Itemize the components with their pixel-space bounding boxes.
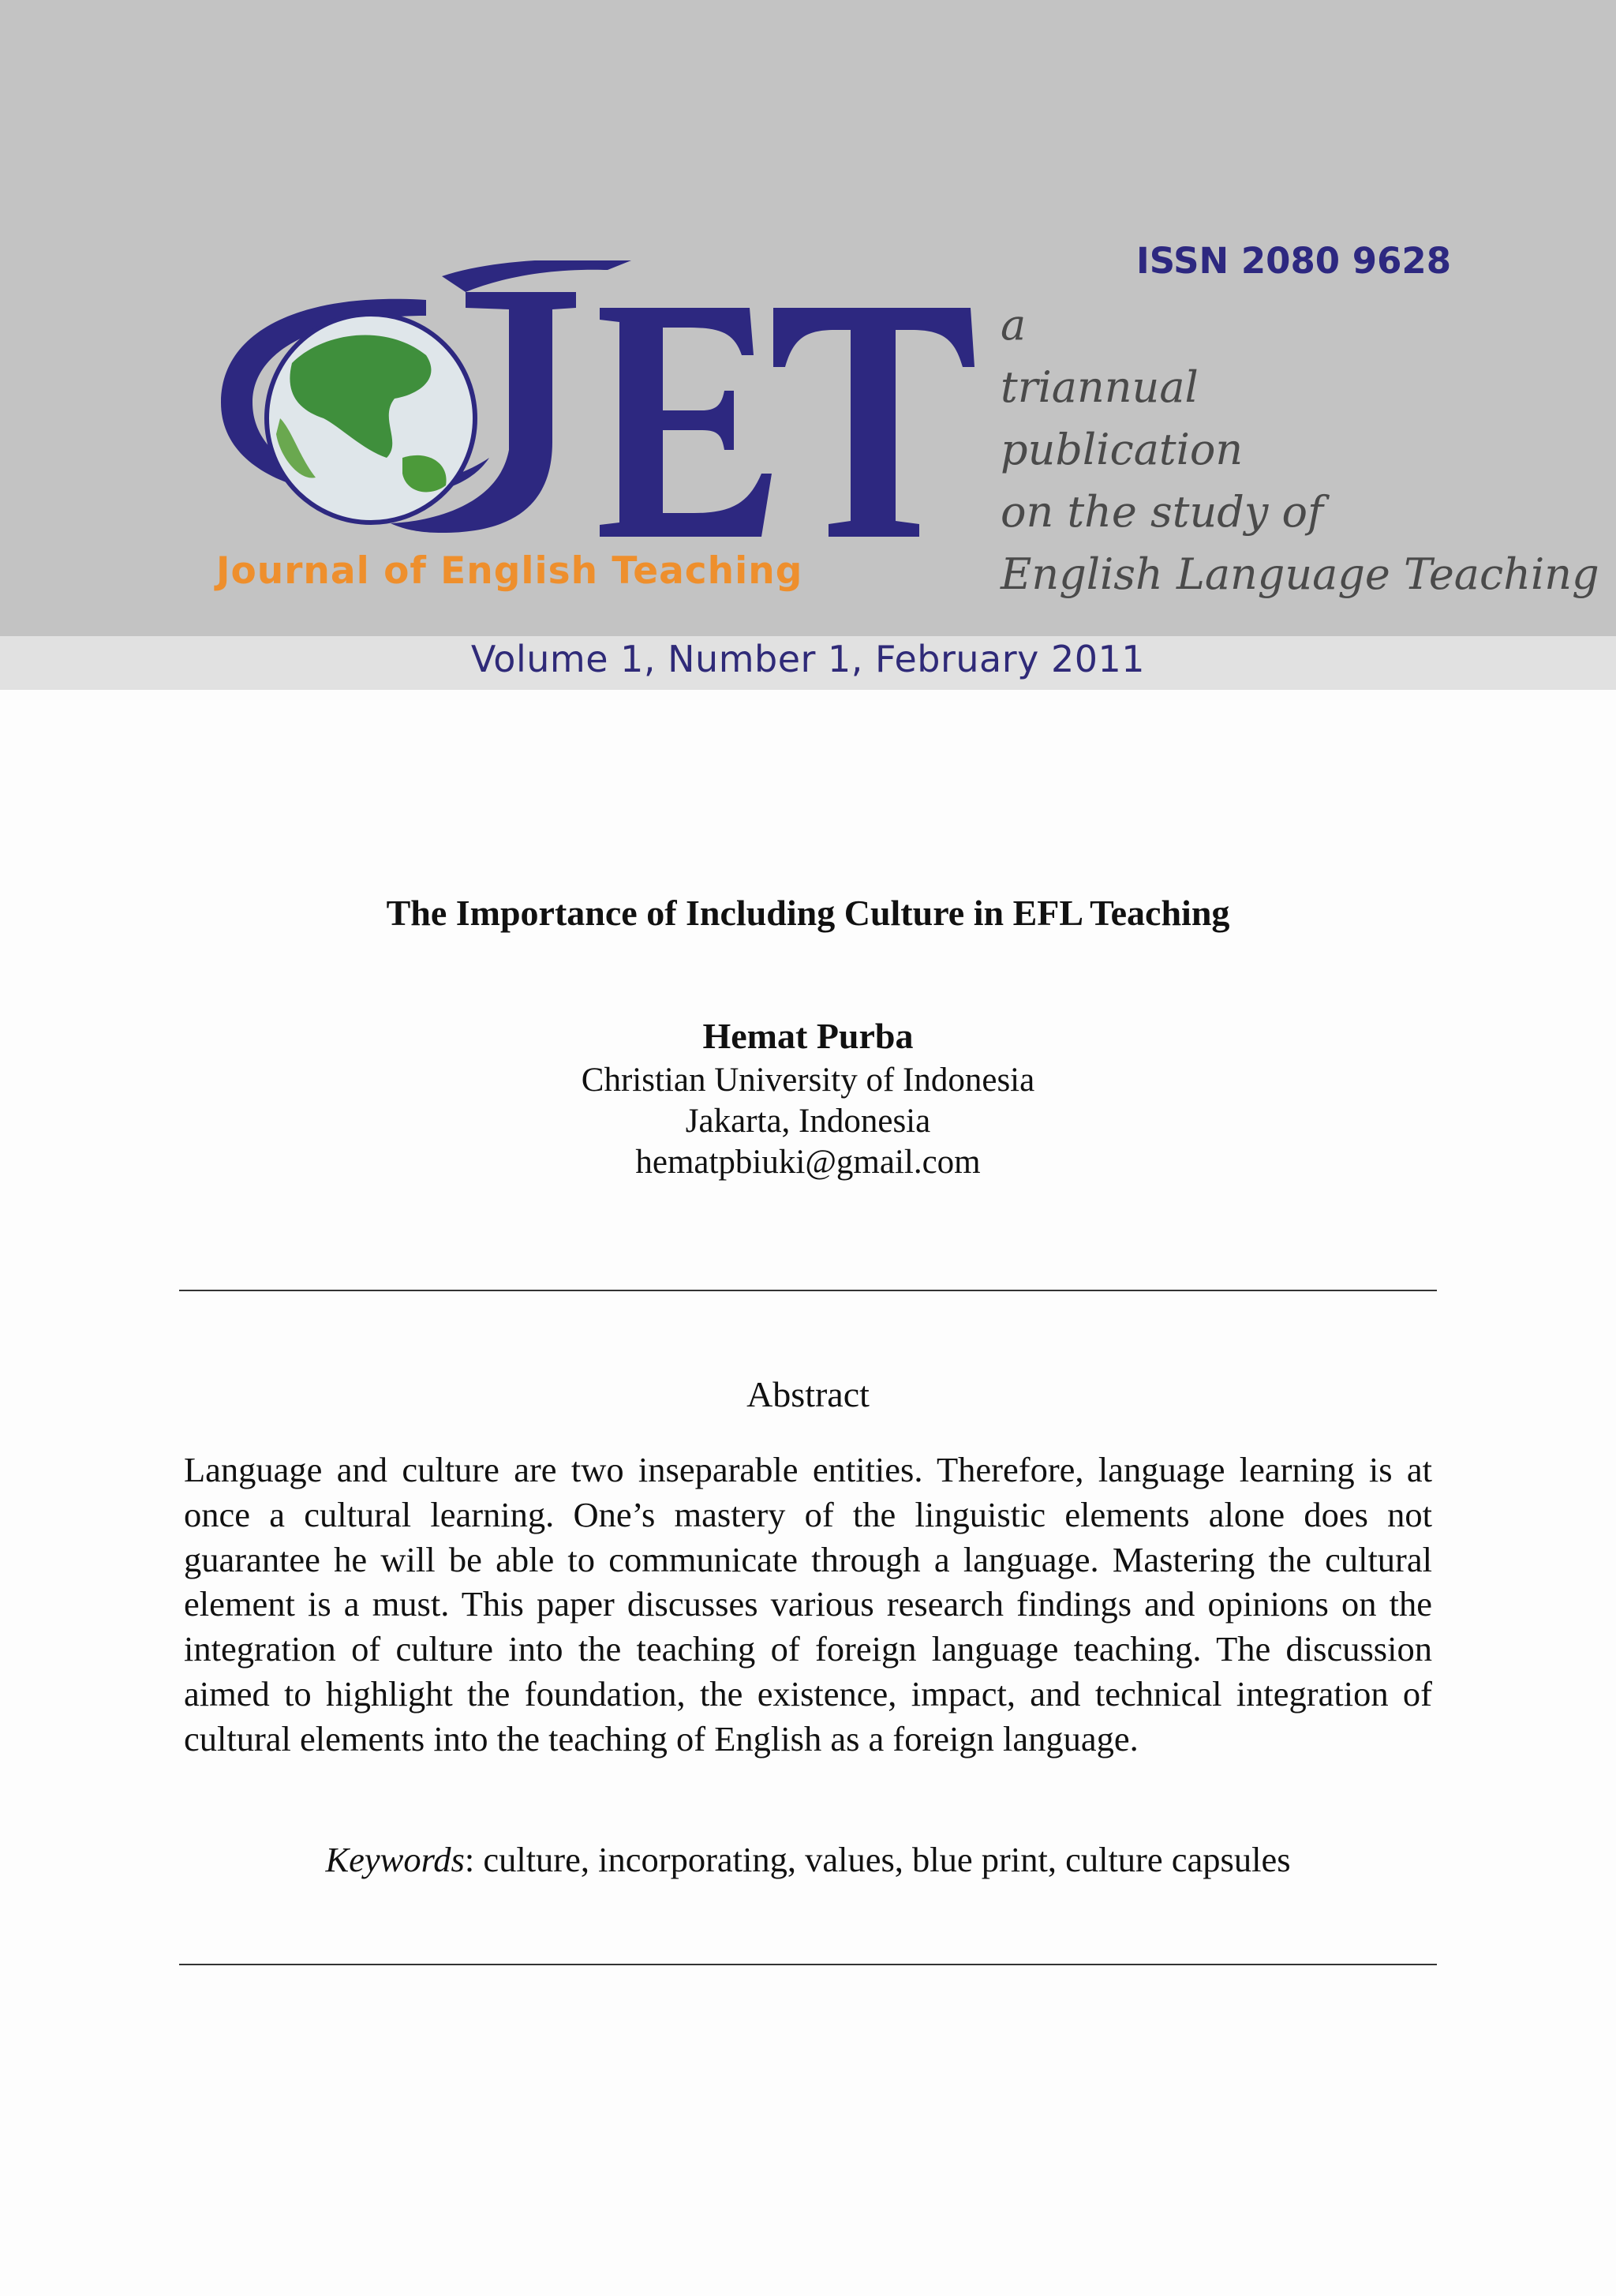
keywords-label: Keywords	[325, 1840, 465, 1879]
volume-info: Volume 1, Number 1, February 2011	[470, 638, 1146, 680]
tagline-line: a	[1001, 300, 1027, 350]
divider-top	[179, 1290, 1437, 1291]
author-name: Hemat Purba	[702, 1016, 914, 1056]
author-location: Jakarta, Indonesia	[685, 1103, 931, 1140]
author-affiliation: Christian University of Indonesia	[581, 1062, 1035, 1099]
tagline-line: publication	[1001, 425, 1244, 474]
journal-tagline	[1001, 294, 1599, 605]
abstract-heading: Abstract	[746, 1374, 870, 1414]
tagline-line: English Language Teaching	[1001, 549, 1599, 599]
author-email: hematpbiuki@gmail.com	[635, 1144, 981, 1181]
keywords-list: : culture, incorporating, values, blue print, culture capsules	[464, 1840, 1291, 1879]
issn: ISSN 2080 9628	[1136, 240, 1452, 282]
author-block	[0, 1013, 1616, 1183]
journal-name: Journal of English Teaching	[216, 549, 803, 593]
keywords-line	[0, 1839, 1616, 1880]
abstract-text: Language and culture are two inseparable entities. Therefore, language learning is at once a cultural learning. One’s mastery of the linguistic elements alone does not guarantee he will be able to communicate through a language. Mastering the cultural element is a must. This paper discusses various research findings and opinions on the integration of culture into the teaching of foreign language teaching. The discussion aimed to highlight the foundation, the existence, impact, and technical integration of cultural elements into the teaching of English as a foreign language.	[184, 1450, 1432, 1759]
tagline-line: triannual	[1001, 362, 1199, 412]
jet-logo	[205, 260, 978, 552]
divider-bottom	[179, 1964, 1437, 1965]
paper-title: The Importance of Including Culture in EFL Teaching	[386, 893, 1230, 933]
tagline-line: on the study of	[1001, 487, 1323, 537]
